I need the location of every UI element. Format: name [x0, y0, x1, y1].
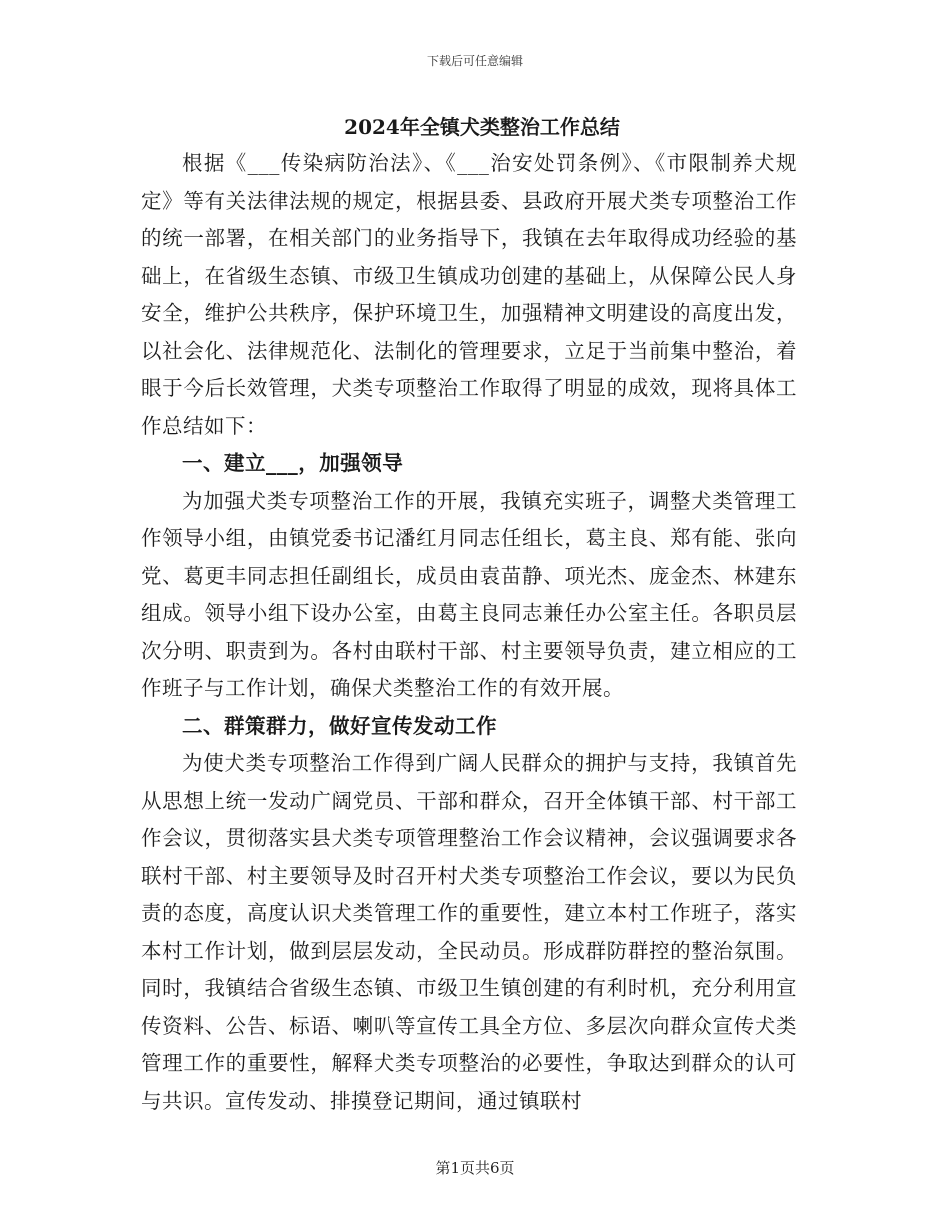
intro-paragraph: 根据《___传染病防治法》、《___治安处罚条例》、《市限制养犬规定》等有关法律法规的规定，根据县委、县政府开展犬类专项整治工作的统一部署，在相关部门的业务指导下，我镇在去年取得成功经验的基础上，在省级生态镇、市级卫生镇成功创建的基础上，从保障公民人身安全，维护公共秩序，保护环境卫生，加强精神文明建设的高度出发，以社会化、法律规范化、法制化的管理要求，立足于当前集中整治，着眼于今后长效管理，犬类专项整治工作取得了明显的成效，现将具体工作总结如下：: [141, 151, 797, 438]
page-header-note: 下载后可任意编辑: [426, 54, 523, 68]
document-title: 2024年全镇犬类整治工作总结: [344, 115, 620, 139]
section-2-paragraph: 为使犬类专项整治工作得到广阔人民群众的拥护与支持，我镇首先从思想上统一发动广阔党员、干部和群众，召开全体镇干部、村干部工作会议，贯彻落实县犬类专项管理整治工作会议精神，会议强调要求各联村干部、村主要领导及时召开村犬类专项整治工作会议，要以为民负责的态度，高度认识犬类管理工作的重要性，建立本村工作班子，落实本村工作计划，做到层层发动，全民动员。形成群防群控的整治氛围。同时，我镇结合省级生态镇、市级卫生镇创建的有利时机，充分利用宣传资料、公告、标语、喇叭等宣传工具全方位、多层次向群众宣传犬类管理工作的重要性，解释犬类专项整治的必要性，争取达到群众的认可与共识。宣传发动、排摸登记期间，通过镇联村: [141, 751, 797, 1113]
section-heading-1: 一、建立___，加强领导: [182, 451, 404, 475]
section-heading-2: 二、群策群力，做好宣传发动工作: [182, 713, 497, 738]
section-1-paragraph: 为加强犬类专项整治工作的开展，我镇充实班子，调整犬类管理工作领导小组，由镇党委书记潘红月同志任组长，葛主良、郑有能、张向党、葛更丰同志担任副组长，成员由袁苗静、项光杰、庞金杰、林建东组成。领导小组下设办公室，由葛主良同志兼任办公室主任。各职员层次分明、职责到为。各村由联村干部、村主要领导负责，建立相应的工作班子与工作计划，确保犬类整治工作的有效开展。: [141, 488, 797, 700]
page-number: 第1页共6页: [435, 1159, 515, 1177]
document-body: [141, 109, 797, 1120]
